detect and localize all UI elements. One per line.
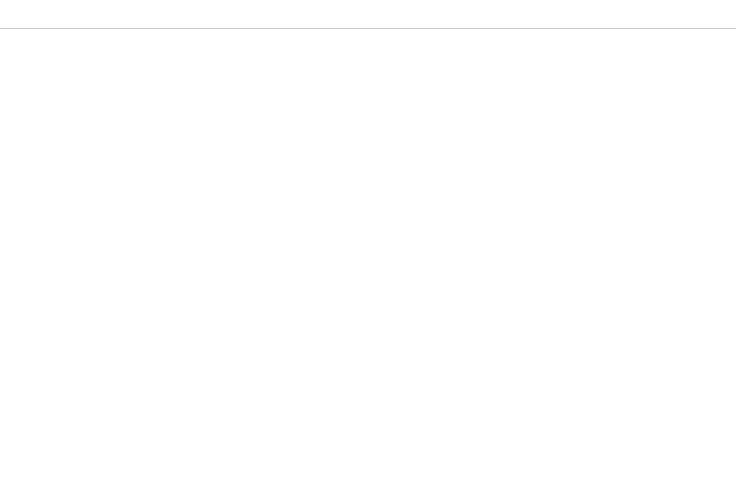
header-row xyxy=(0,0,736,29)
